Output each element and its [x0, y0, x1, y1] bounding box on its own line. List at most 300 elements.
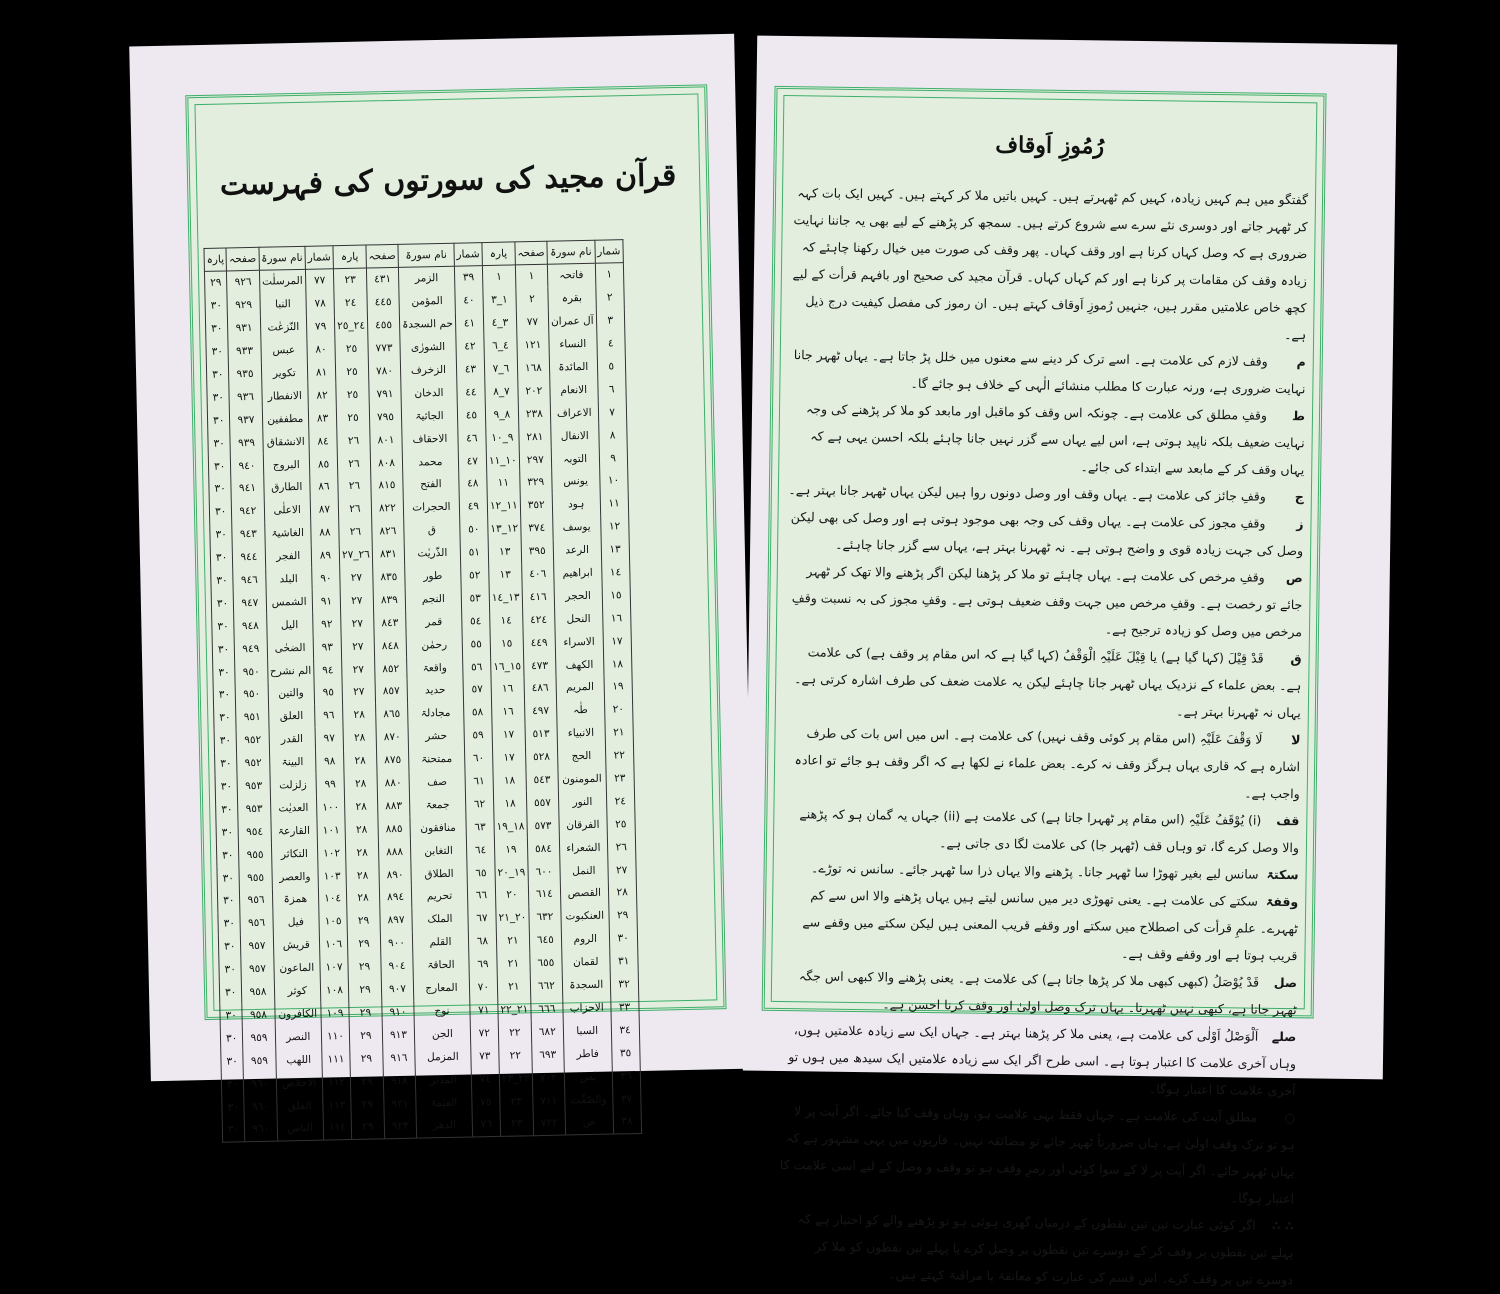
table-cell: ١١٠ [321, 1024, 350, 1047]
table-cell: ٩٥٢ [237, 751, 270, 775]
table-cell: یوسف [553, 515, 601, 539]
table-cell: ٩٥٢ [236, 728, 269, 752]
table-cell: الزخرف [400, 358, 456, 382]
table-cell: ٢٢_٢٣ [499, 1066, 532, 1090]
table-cell: ٩٤٧ [234, 591, 267, 615]
table-cell: ٨٨٥ [378, 817, 411, 841]
table-cell: ٣٠ [207, 386, 230, 409]
table-cell: ٥٩ [464, 724, 493, 747]
table-cell: الشمس [266, 590, 313, 614]
table-cell: الدھر [416, 1113, 472, 1138]
table-cell: الماعون [273, 956, 320, 980]
table-cell: ٧٦ [472, 1113, 501, 1137]
table-cell: ٢٢ [499, 1044, 532, 1068]
table-cell: النمل [560, 859, 608, 883]
column-header: صفحہ [515, 241, 548, 265]
table-cell: ٣٠ [211, 569, 234, 592]
table-cell: ٧٨٠ [368, 359, 401, 383]
table-cell: ٣٠ [210, 523, 233, 546]
table-cell: ٩٤٨ [234, 614, 267, 638]
table-cell: الفتح [403, 473, 459, 497]
table-cell: ٣٠ [222, 1095, 245, 1118]
table-cell: ١١_١٢ [487, 494, 520, 518]
table-cell: ٣٠ [221, 1072, 244, 1095]
table-cell: الطارق [263, 476, 310, 500]
table-cell: الحجرات [403, 496, 459, 520]
table-cell: آل عمران [548, 310, 596, 334]
table-cell: ٢١ [497, 975, 530, 999]
table-cell: ٢٣٨ [518, 402, 551, 426]
table-cell: ١١٢ [322, 1070, 351, 1093]
table-cell: ٩٤٩ [234, 637, 267, 661]
table-cell: ٢٨ [345, 795, 378, 819]
paragraph-text: وقف لازم کی علامت ہے۔ اسے ترک کر دینے سے معنوں میں خلل پڑ جاتا ہے۔ یہاں ٹھہر جانا نہایت ضروری ہے، ورنہ عبارت کا مطلب منشائے الٰہی کے خلاف ہو جائے گا۔ [793, 347, 1306, 397]
table-cell: ٣٠ [214, 706, 237, 729]
table-cell: والتین [268, 682, 315, 706]
column-header: صفحہ [366, 244, 399, 268]
table-cell: ٤١ [455, 312, 484, 335]
table-cell: ٨٠١ [370, 428, 403, 452]
table-cell: ١ [595, 263, 624, 287]
table-cell: العنکبوت [561, 905, 609, 929]
table-cell: حم السجدۃ [399, 312, 455, 336]
table-cell: ٣٥٢ [520, 494, 553, 518]
table-cell: عبس [260, 338, 307, 362]
table-cell: جمعۃ [410, 793, 466, 817]
table-cell: ٦٤٥ [529, 928, 562, 952]
table-cell: ٣٧ [612, 1087, 641, 1110]
table-cell: ٢٣ [606, 767, 635, 790]
table-cell: ٥٧ [463, 678, 492, 701]
paragraph-text: اَلْوَصْلُ اَوْلٰی کی علامت ہے، یعنی ملا کر پڑھنا بہتر ہے۔ جہاں ایک سے زیادہ علامتیں ہوں، وہاں آخری علامت کا اعتبار ہوتا ہے۔ اسی طرح اگر ایک سے زیادہ علامتیں ایک سیدھ میں ہوں تو آخری علامت کا اعتبار ہوگا۔ [788, 1022, 1297, 1099]
table-cell: ١٨_١٩ [494, 815, 527, 839]
table-cell: ١٩_٢٠ [495, 860, 528, 884]
table-cell: ٢٩ [204, 271, 227, 295]
table-cell: ابراھیم [554, 561, 602, 585]
paragraph [776, 1097, 1295, 1212]
table-cell: ٢٦ [337, 452, 370, 476]
table-cell: ١٨ [603, 652, 632, 675]
table-cell: ٨١ [307, 361, 336, 384]
table-cell: ٩٥٩ [243, 1049, 276, 1073]
table-cell: ٢٨ [346, 886, 379, 910]
table-cell: ٣٠ [210, 546, 233, 569]
table-cell: ص [565, 1111, 613, 1135]
table-cell: ٤٥ [457, 403, 486, 426]
table-cell: ١٢١ [517, 333, 550, 357]
table-cell: الاسراء [555, 630, 603, 654]
table-cell: النجم [405, 587, 461, 611]
table-cell: ٢٦ [337, 429, 370, 453]
table-cell: ٣٩٥ [521, 539, 554, 563]
table-cell: ١٠٧ [320, 956, 349, 979]
table-cell: النساء [549, 332, 597, 356]
table-cell: ٣٠ [212, 615, 235, 638]
table-cell: ١٣ [488, 540, 521, 564]
column-header: شمار [454, 243, 483, 267]
table-cell: ١٧ [492, 746, 525, 770]
table-cell: ٢٧ [607, 858, 636, 881]
table-cell: ٨٩ [311, 544, 340, 567]
table-cell: ٩٢١ [384, 1092, 417, 1116]
table-cell: ٨٣٩ [373, 588, 406, 612]
table-cell: نوح [414, 999, 470, 1023]
table-cell: یونس [552, 470, 600, 494]
table-cell: ١٨ [493, 792, 526, 816]
table-cell: الدخان [401, 381, 457, 405]
table-cell: ٢١_٢٢ [498, 998, 531, 1022]
table-cell: ٨٧٥ [376, 748, 409, 772]
waqf-symbol: قف [1276, 812, 1300, 829]
table-cell: ٢٨ [343, 703, 376, 727]
table-cell: ١ [515, 264, 548, 288]
table-cell: ٨٩٠ [379, 863, 412, 887]
table-cell: ١٠٣ [318, 864, 347, 887]
table-cell: ٥١٣ [525, 722, 558, 746]
table-cell: ٣٧٤ [520, 516, 553, 540]
table-cell: کوثر [274, 979, 321, 1003]
waqf-symbol: ∴ ∴ [1271, 1217, 1294, 1234]
table-cell: ٣٠ [215, 775, 238, 798]
table-cell: ٦٩٣ [531, 1043, 564, 1067]
table-cell: ٩٠ [312, 567, 341, 590]
table-cell: الغاشیۃ [264, 522, 311, 546]
table-cell: ٩٦٠ [245, 1118, 278, 1142]
table-cell: ٧٩ [306, 315, 335, 338]
table-cell: ٩٤٠ [231, 454, 264, 478]
table-cell: ٦٣٢ [529, 906, 562, 930]
table-cell: ٩٤٣ [232, 523, 265, 547]
table-cell: الانفال [551, 424, 599, 448]
table-cell: ٦٩ [469, 953, 498, 976]
table-cell: ٨٥٢ [374, 657, 407, 681]
table-cell: ٩١٨ [383, 1069, 416, 1093]
table-cell: الیل [266, 613, 313, 637]
table-cell: الاعلٰی [264, 499, 311, 523]
table-cell: ٦٧ [468, 907, 497, 930]
table-cell: ٣٠ [206, 340, 229, 363]
table-cell: ٨٢٦ [372, 520, 405, 544]
table-cell: رحمٰن [406, 633, 462, 657]
table-cell: ٢٧ [341, 612, 374, 636]
table-cell: ٦٠٠ [528, 860, 561, 884]
table-cell: ١٠١ [317, 818, 346, 841]
table-cell: ٨ [598, 423, 627, 446]
column-header: پارہ [482, 242, 515, 266]
table-cell: النور [558, 790, 606, 814]
table-cell: ٢٩ [351, 1092, 384, 1116]
table-cell: ٨٥ [309, 452, 338, 475]
table-cell: ٣٠ [212, 638, 235, 661]
table-cell: ٤٤ [457, 381, 486, 404]
table-cell: ٢٩ [351, 1115, 384, 1139]
table-cell: ٥٢ [460, 564, 489, 587]
table-cell: ٧٧ [516, 311, 549, 335]
table-cell: مجادلۃ [408, 702, 464, 726]
table-cell: تکویر [261, 361, 308, 385]
paragraph [786, 395, 1305, 483]
table-cell: ٣_٤ [483, 311, 516, 335]
table-cell: ٣٠ [208, 455, 231, 478]
table-cell: ١٠٠ [316, 796, 345, 819]
paragraph-text: وقفِ مجوز کی علامت ہے۔ یہاں وقف کی وجہ بھی موجود ہوتی ہے اور وصل کی بھی لیکن وصل کی جہت زیادہ قوی و واضح ہوتی ہے۔ نہ ٹھہرنا بہتر ہے، یہاں سے گزر جانا چاہئے۔ [790, 509, 1304, 559]
table-cell: ق [404, 518, 460, 542]
table-cell: ١٧ [603, 629, 632, 652]
table-cell: ٦٦ [467, 884, 496, 907]
table-cell: ٩١ [312, 590, 341, 613]
waqf-symbol: سکتۃ [1266, 866, 1299, 883]
table-cell: المائدۃ [549, 355, 597, 379]
table-cell: ٢٥ [606, 812, 635, 835]
table-cell: ٢٨ [343, 726, 376, 750]
table-cell: ٨٩٧ [380, 909, 413, 933]
table-cell: فیل [272, 911, 319, 935]
table-cell: ٩٢ [313, 613, 342, 636]
table-cell: ٨٨٣ [377, 794, 410, 818]
table-cell: ٣٠ [207, 409, 230, 432]
table-cell: ٣٠ [216, 844, 239, 867]
table-cell: ٤٢ [456, 335, 485, 358]
table-cell: المزمل [415, 1045, 471, 1069]
table-cell: ٩٣٥ [229, 362, 262, 386]
right-page [743, 36, 1397, 1288]
table-cell: ٣٠ [211, 592, 234, 615]
table-cell: ٣٠ [218, 935, 241, 958]
table-cell: ٩٦ [314, 704, 343, 727]
table-cell: ٩٥٧ [241, 957, 274, 981]
table-cell: البلد [265, 567, 312, 591]
table-cell: الملک [412, 907, 468, 931]
table-cell: ٩_١٠ [486, 426, 519, 450]
table-cell: ٢٧ [342, 680, 375, 704]
page-title: قرآن مجید کی سورتوں کی فہرست [219, 158, 677, 203]
table-cell: ٢٥ [335, 360, 368, 384]
table-cell: ٩١٣ [382, 1023, 415, 1047]
table-cell: ٤٩٧ [524, 700, 557, 724]
table-cell: ١٠ [599, 469, 628, 492]
table-cell: ٣٠ [216, 821, 239, 844]
table-cell: ٢٩ [608, 904, 637, 927]
table-cell: ٢٩ [350, 1070, 383, 1094]
table-cell: ١١ [600, 492, 629, 515]
table-cell: ٤٩ [459, 495, 488, 518]
table-cell: صف [409, 770, 465, 794]
table-cell: البینۃ [269, 750, 316, 774]
table-cell: ٣٤ [611, 1018, 640, 1041]
table-cell: الحاقۃ [413, 953, 469, 977]
table-cell: ٢٣ [334, 268, 367, 292]
table-cell: ٣٠ [209, 500, 232, 523]
table-cell: المومنون [558, 767, 606, 791]
table-cell: ٩٣١ [228, 317, 261, 341]
waqf-symbol: صل [1273, 974, 1298, 991]
table-cell: ٥٤ [461, 609, 490, 632]
table-cell: ١٢ [600, 515, 629, 538]
table-cell: الفجر [265, 544, 312, 568]
table-cell: ٥٦ [462, 655, 491, 678]
table-cell: ٣٩ [454, 266, 483, 290]
table-cell: ٧٠٢ [532, 1066, 565, 1090]
table-cell: ١٠٩ [321, 1002, 350, 1025]
paragraph [782, 719, 1301, 807]
table-cell: طٰہ [556, 699, 604, 723]
table-cell: الضحٰی [267, 636, 314, 660]
left-page-frame [185, 84, 726, 1137]
table-cell: ٢٨ [345, 818, 378, 842]
table-cell: طور [405, 564, 461, 588]
table-cell: ٢٩ [349, 1001, 382, 1025]
table-cell: ٧_٨ [485, 380, 518, 404]
table-cell: ٢٨ [346, 864, 379, 888]
table-cell: ٣٦ [612, 1064, 641, 1087]
table-cell: ٢١ [497, 952, 530, 976]
table-cell: والعصر [271, 865, 318, 889]
table-cell: ٢٨ [608, 881, 637, 904]
paragraph [784, 557, 1303, 645]
waqf-symbol: ○ [1284, 1110, 1296, 1126]
table-cell: ٩٠٧ [381, 977, 414, 1001]
table-cell: ٢٩ [349, 1024, 382, 1048]
table-cell: المریم [556, 676, 604, 700]
table-cell: التغابن [410, 839, 466, 863]
table-cell: تحریم [411, 885, 467, 909]
table-cell: ٩٥٨ [242, 1003, 275, 1027]
table-cell: ٧٧ [305, 269, 334, 293]
table-cell: ٩٦٠ [244, 1095, 277, 1119]
table-cell: ١١٤ [323, 1116, 352, 1140]
table-cell: ٧٠ [469, 976, 498, 999]
table-cell: ١٨ [493, 769, 526, 793]
table-cell: المؤمن [399, 290, 455, 314]
table-cell: ١٦ [602, 606, 631, 629]
table-cell: الجاثیۃ [401, 404, 457, 428]
paragraph [779, 881, 1298, 969]
paragraph-text: لَا وَقْفَ عَلَیْہِ (اس مقام پر کوئی وقف نہیں) کی علامت ہے۔ اس میں اس بات کی طرف اشارہ ہے کہ قاری یہاں ہرگز وقف نہ کرے۔ بعض علماء نے لکھا ہے کہ اگر وقف ہو جائے تو اعادہ واجب ہے۔ [794, 725, 1301, 802]
table-cell: ٢٩ [348, 978, 381, 1002]
table-cell: ہود [552, 493, 600, 517]
table-cell: الم نشرح [267, 659, 314, 683]
table-cell: بقرہ [548, 287, 596, 311]
table-cell: ٢٣ [500, 1089, 533, 1113]
table-cell: ٣٢ [610, 973, 639, 996]
table-cell: لقمان [562, 950, 610, 974]
table-cell: ٦٦٦ [531, 997, 564, 1021]
table-cell: ٩٥٣ [238, 797, 271, 821]
table-cell: النحل [555, 607, 603, 631]
table-cell: ٩٥٥ [239, 843, 272, 867]
table-cell: ٣٠ [213, 661, 236, 684]
table-cell: الاحقاف [402, 427, 458, 451]
table-cell: حدید [407, 679, 463, 703]
paragraph-text: قَدْ قِیْلَ (کہا گیا ہے) یا قِیْلَ عَلَیْہِ الْوَقْفُ (کہا گیا ہے کہ اس مقام پر وقف ہے) کی علامت ہے۔ بعض علماء کے نزدیک یہاں ٹھہر جانا چاہئے لیکن یہ علامت ضعف کی طرف اشارہ کرتی ہے۔ یہاں نہ ٹھہرنا بہتر ہے۔ [794, 644, 1302, 721]
table-cell: الانعام [550, 378, 598, 402]
table-cell: الانشقاق [262, 430, 309, 454]
table-cell: ٢٩ [347, 932, 380, 956]
table-cell: ١٠٦ [319, 933, 348, 956]
table-cell: ٤ [596, 332, 625, 355]
table-cell: ممتحنۃ [409, 747, 465, 771]
table-cell: محمد [402, 450, 458, 474]
column-header: صفحہ [226, 247, 259, 271]
table-cell: ٩٢٣ [384, 1115, 417, 1139]
table-cell: ٧٤ [471, 1067, 500, 1090]
table-cell: المعارج [413, 976, 469, 1000]
table-cell: ١٢_١٣ [488, 517, 521, 541]
table-cell: ٢٩ [350, 1047, 383, 1071]
table-cell: ٩٥٠ [235, 683, 268, 707]
table-cell: ٢٢ [605, 744, 634, 767]
table-cell: ٣٠ [222, 1118, 245, 1142]
table-cell: الشورٰی [400, 335, 456, 359]
paragraph [783, 638, 1302, 726]
table-cell: الناس [277, 1117, 324, 1141]
table-cell: ٨٨ [311, 521, 340, 544]
table-cell: ١٧ [492, 723, 525, 747]
table-cell: ٩٣٧ [230, 408, 263, 432]
table-cell: ٥١ [460, 541, 489, 564]
table-cell: ٤٠٦ [521, 562, 554, 586]
table-cell: ٩٥ [314, 681, 343, 704]
table-cell: ٧٢٢ [533, 1112, 566, 1136]
table-cell: ٧٩٥ [369, 405, 402, 429]
table-cell: ٩٥٠ [235, 660, 268, 684]
table-cell: ٩٠٠ [380, 932, 413, 956]
table-cell: ٩٣٣ [228, 339, 261, 363]
table-cell: القدر [269, 728, 316, 752]
table-cell: ٩٤٤ [233, 545, 266, 569]
table-cell: ٢٧ [341, 635, 374, 659]
table-cell: ١٥_١٦ [491, 654, 524, 678]
table-cell: ٧٥ [471, 1090, 500, 1113]
table-cell: القیٰمۃ [416, 1091, 472, 1115]
waqf-symbol: ص [1285, 570, 1303, 586]
table-cell: ٩٣ [313, 635, 342, 658]
column-header: نام سورۃ [398, 243, 454, 267]
table-cell: السجدۃ [562, 973, 610, 997]
table-cell: ٤٣١ [366, 267, 399, 291]
waqf-symbol: لا [1291, 732, 1301, 748]
waqf-symbol: م [1296, 354, 1306, 370]
table-cell: ٩٤٦ [233, 568, 266, 592]
table-cell: ٩٧ [315, 727, 344, 750]
paragraph [775, 1205, 1294, 1293]
table-cell: ٦٨ [468, 930, 497, 953]
table-cell: ٢٦ [607, 835, 636, 858]
table-cell: ٢٠ [495, 883, 528, 907]
table-cell: ٢٧ [340, 566, 373, 590]
table-cell: ٨٩٤ [379, 886, 412, 910]
table-cell: ١٦٨ [517, 356, 550, 380]
table-cell: ٩٠٤ [381, 954, 414, 978]
table-cell: ٨٧ [310, 498, 339, 521]
table-cell: ٤٤٥ [367, 291, 400, 315]
table-cell: القارعۃ [270, 819, 317, 843]
table-cell: ١٥ [602, 584, 631, 607]
table-cell: ٧٩١ [369, 382, 402, 406]
table-cell: ٧١ [470, 998, 499, 1021]
paragraph-text: وقفِ مرخص کی علامت ہے۔ یہاں چاہئے تو ملا کر پڑھنا لیکن اگر پڑھنے والا تھک کر ٹھہر جائے تو رخصت ہے۔ وقفِ مرخص میں جہت وقف ضعیف ہوتی ہے۔ وقفِ مجوز کی بہ نسبت وقفِ مرخص میں وصل کو زیادہ ترجیح ہے۔ [791, 563, 1303, 640]
paragraph-text: وقفِ جائز کی علامت ہے۔ یہاں وقف اور وصل دونوں روا ہیں لیکن یہاں ٹھہر جانا بہتر ہے۔ [788, 482, 1266, 504]
table-cell: ٣٨ [613, 1110, 642, 1134]
table-cell: ٩٥٩ [243, 1026, 276, 1050]
table-cell: مطففین [262, 407, 309, 431]
table-cell: ٤٥٥ [367, 314, 400, 338]
paragraph-text: (i) یُوْقَفُ عَلَیْہِ (اس مقام پر ٹھہرا جاتا ہے) کی علامت ہے (ii) جہاں یہ گمان ہو کہ پڑھنے والا وصل کرے گا، تو وہاں قف (ٹھہر جا) کی علامت لگا دی جاتی ہے۔ [799, 806, 1300, 856]
table-cell: ٣٠ [208, 432, 231, 455]
waqf-symbol: ق [1290, 651, 1302, 667]
rumooz-body-text [779, 179, 1309, 1288]
table-cell: ٨٢٢ [371, 497, 404, 521]
